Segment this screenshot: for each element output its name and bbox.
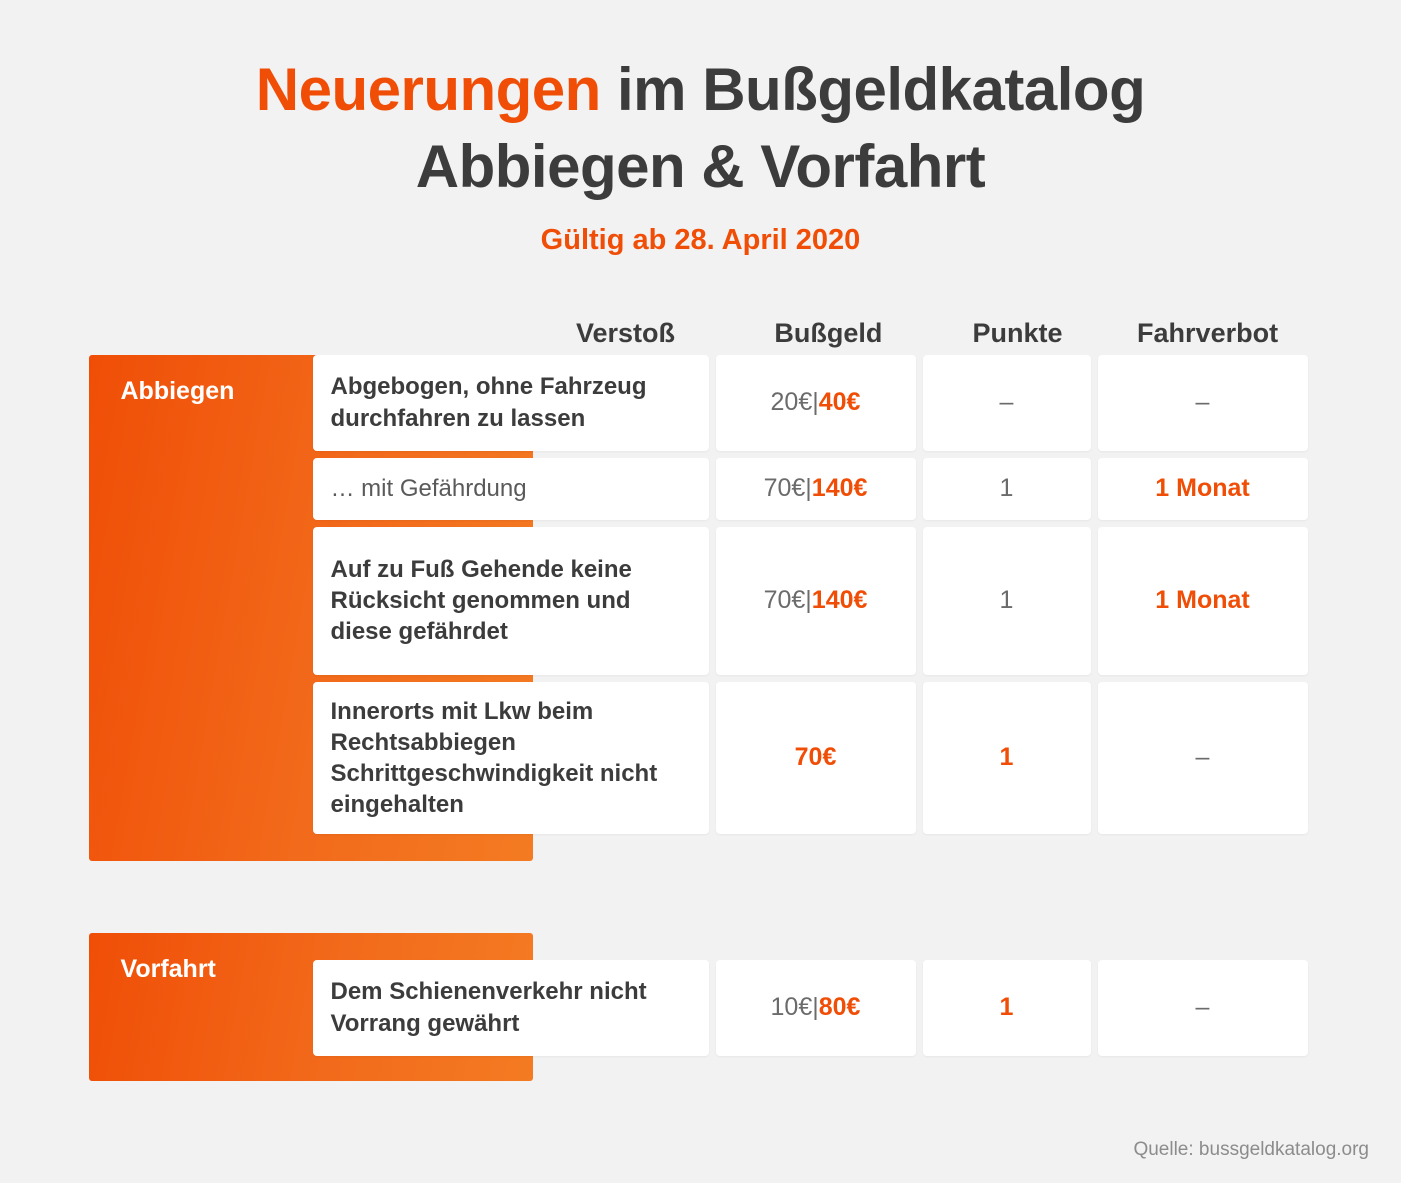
cell-punkte: 1 [923,458,1091,520]
table-group-abbiegen [89,355,1313,861]
bussgeld-separator: | [812,388,819,417]
table-group-vorfahrt [89,933,1313,1081]
bussgeld-separator: | [812,993,819,1022]
cell-punkte: 1 [923,682,1091,835]
bussgeld-old: 20€ [770,388,813,417]
page-title [0,52,1401,206]
cell-bussgeld [716,527,916,675]
bussgeld-old: 70€ [763,474,806,503]
group-label-vorfahrt: Vorfahrt [89,933,533,1081]
page-title-rest: im Bußgeldkatalog [600,56,1146,123]
cell-bussgeld [716,458,916,520]
table-row [313,527,1313,675]
source-credit: Quelle: bussgeldkatalog.org [1133,1139,1369,1160]
bussgeld-new: 40€ [818,388,861,417]
cell-verstoss: Innerorts mit Lkw beim Rechtsabbiegen Schrittgeschwindigkeit nicht eingehalten [313,682,709,835]
column-header-punkte: Punkte [972,317,1063,348]
bussgeld-separator: | [805,474,812,503]
cell-verstoss: Auf zu Fuß Gehende keine Rücksicht genommen und diese gefährdet [313,527,709,675]
column-header-fahrverbot: Fahrverbot [1137,317,1279,348]
bussgeld-old: 10€ [770,993,813,1022]
group-rows-vorfahrt [89,933,1313,1056]
cell-bussgeld [716,355,916,451]
bussgeld-new: 80€ [818,993,861,1022]
table-column-headers [89,307,1313,349]
cell-punkte: 1 [923,960,1091,1056]
cell-bussgeld [716,960,916,1056]
page-title-accent: Neuerungen [255,56,601,123]
cell-verstoss: Dem Schienenverkehr nicht Vorrang gewährt [313,960,709,1056]
bussgeld-new: 70€ [794,743,837,772]
column-header-bussgeld: Bußgeld [774,317,883,348]
cell-punkte: – [923,355,1091,451]
bussgeld-new: 140€ [811,474,868,503]
table-row [313,355,1313,451]
cell-fahrverbot: – [1098,682,1308,835]
page-title-line2: Abbiegen & Vorfahrt [415,132,986,200]
page-subtitle: Gültig ab 28. April 2020 [540,223,861,256]
table-row [313,458,1313,520]
cell-fahrverbot: – [1098,355,1308,451]
cell-bussgeld [716,682,916,835]
penalty-table [89,307,1313,1081]
infographic-header [0,0,1401,257]
table-row [313,960,1313,1056]
cell-verstoss: Abgebogen, ohne Fahrzeug durchfahren zu lassen [313,355,709,451]
column-header-verstoss: Verstoß [575,317,676,348]
group-label-abbiegen: Abbiegen [89,355,533,861]
bussgeld-new: 140€ [811,586,868,615]
cell-fahrverbot: 1 Monat [1098,458,1308,520]
table-row [313,682,1313,835]
cell-fahrverbot: – [1098,960,1308,1056]
bussgeld-separator: | [805,586,812,615]
cell-punkte: 1 [923,527,1091,675]
cell-fahrverbot: 1 Monat [1098,527,1308,675]
group-rows-abbiegen [89,355,1313,835]
bussgeld-old: 70€ [763,586,806,615]
cell-verstoss: … mit Gefährdung [313,458,709,520]
